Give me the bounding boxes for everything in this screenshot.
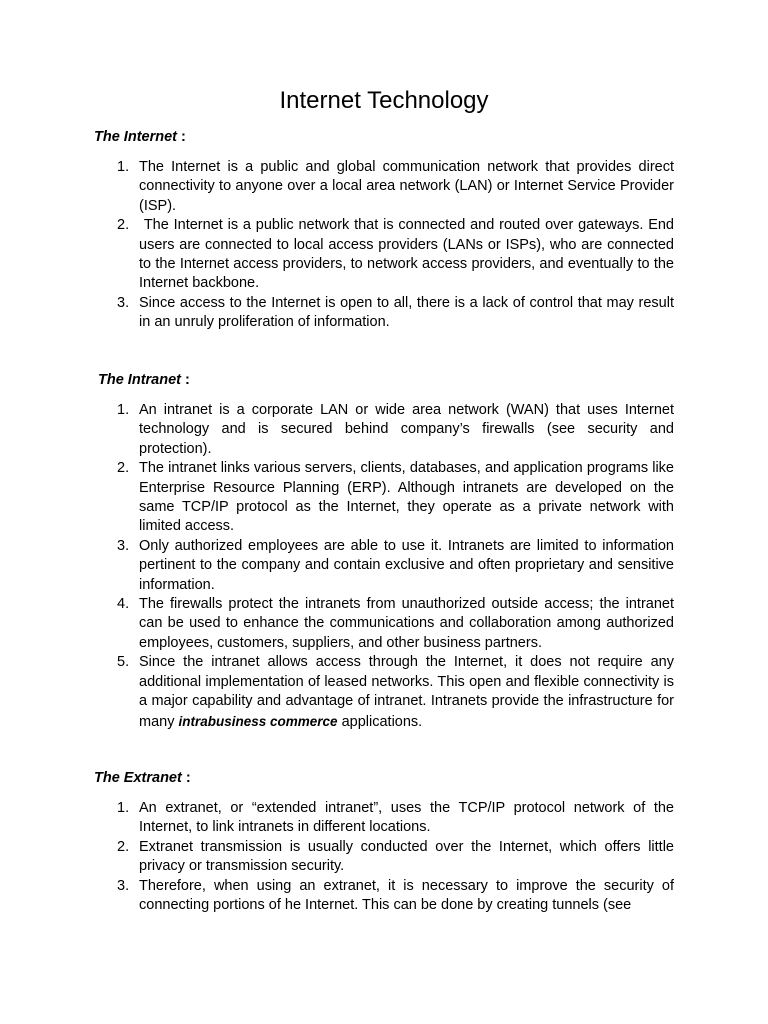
section-heading-label: The Intranet (98, 372, 181, 388)
list-number: 2. (117, 838, 130, 855)
list-text: The firewalls protect the intranets from unauthorized outside access; the intranet can be used to enhance the communications and collaboration among authorized employees, customers, suppliers, and other business partners. (139, 596, 674, 651)
list-text: Only authorized employees are able to use it. Intranets are limited to information pertinent to the company and contain exclusive and often proprietary and sensitive information. (139, 537, 674, 593)
section-heading-suffix: : (180, 372, 190, 388)
list-text: The Internet is a public and global communication network that provides direct connectivity to anyone over a local area network (LAN) or Internet Service Provider (ISP). (139, 159, 674, 214)
page-title: Internet Technology (279, 87, 489, 114)
extranet-list (117, 799, 674, 915)
list-text: The Internet is a public network that is connected and routed over gateways. End users are connected to local access providers (LANs or ISPs), who are connected to the Internet access providers, to network access providers, and eventually to the Internet backbone. (139, 217, 674, 292)
intranet-list (117, 401, 674, 732)
list-item (117, 653, 674, 732)
section-heading-suffix: : (181, 770, 191, 786)
section-heading-intranet (98, 371, 190, 390)
section-heading-suffix: : (176, 129, 186, 145)
list-number: 3. (117, 877, 130, 894)
list-item (117, 401, 674, 459)
section-heading-extranet (94, 769, 191, 788)
list-item (117, 799, 674, 838)
list-item (117, 294, 674, 333)
emphasis-text: intrabusiness commerce (178, 713, 338, 729)
list-number: 1. (117, 159, 130, 175)
list-item (117, 595, 674, 653)
list-text: Since the intranet allows access through the Internet, it does not require any additional implementation of leased networks. This open and flexible connectivity is a major capability and advantage of intranet. Intranets provide the infrastructure for many (139, 654, 674, 730)
list-item (117, 877, 674, 916)
list-item (117, 216, 674, 294)
list-item (117, 838, 674, 877)
list-text: Since access to the Internet is open to all, there is a lack of control that may result in an unruly proliferation of information. (139, 294, 674, 331)
list-text: An intranet is a corporate LAN or wide area network (WAN) that uses Internet technology and is secured behind company’s firewalls (see security and protection). (139, 402, 674, 457)
list-text: Therefore, when using an extranet, it is necessary to improve the security of connecting portions of he Internet. This can be done by creating tunnels (see (139, 877, 674, 914)
list-number: 3. (117, 294, 130, 311)
list-number: 5. (117, 654, 130, 671)
list-text-after: applications. (337, 713, 423, 730)
list-item (117, 158, 674, 216)
section-heading-label: The Extranet (94, 770, 182, 786)
list-number: 4. (117, 596, 130, 613)
section-heading-internet (94, 128, 186, 147)
list-text: An extranet, or “extended intranet”, uses the TCP/IP protocol network of the Internet, to link intranets in different locations. (139, 800, 674, 836)
list-text: The intranet links various servers, clients, databases, and application programs like Enterprise Resource Planning (ERP). Although intranets are developed on the same TCP/IP protocol as the Internet, they operate as a private network with limited access. (139, 460, 674, 535)
section-heading-label: The Internet (94, 129, 177, 145)
list-text: Extranet transmission is usually conducted over the Internet, which offers little privacy or transmission security. (139, 838, 674, 875)
list-number: 2. (117, 217, 130, 234)
list-number: 2. (117, 460, 130, 477)
list-item (117, 459, 674, 537)
list-number: 1. (117, 402, 130, 418)
internet-list (117, 158, 674, 333)
list-number: 3. (117, 537, 130, 554)
list-item (117, 537, 674, 595)
list-number: 1. (117, 800, 130, 816)
